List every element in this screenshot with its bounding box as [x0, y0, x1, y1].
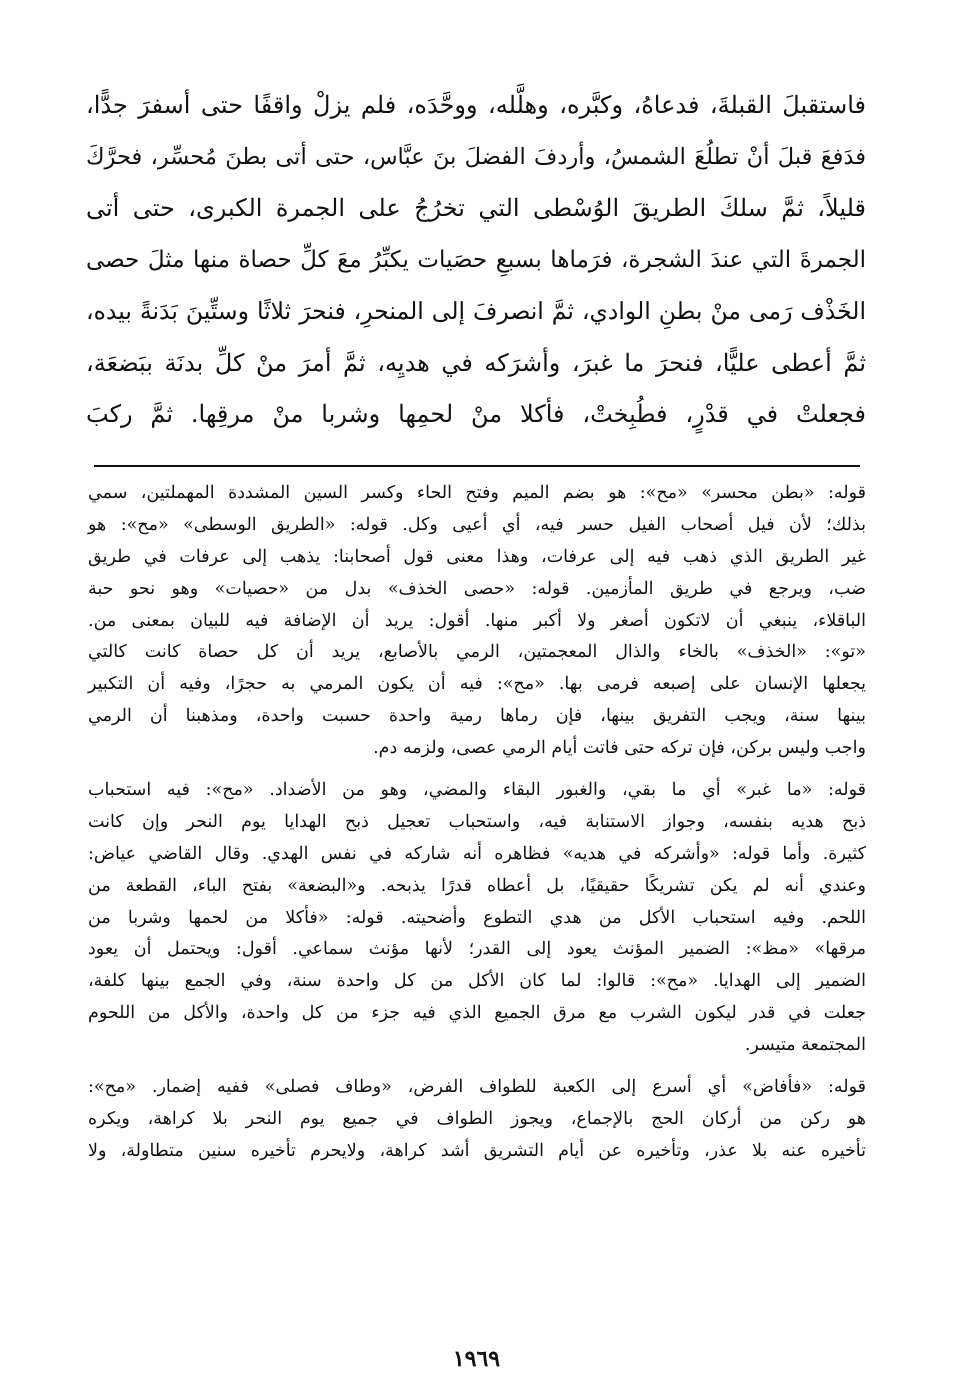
note-line: «تو»: «الخذف» بالخاء والذال المعجمتين، الرمي بالأصابع، يريد أن كل حصاة كانت كالتي [88, 642, 866, 663]
note-line: كثيرة. وأما قوله: «وأشركه في هديه» فظاهره أنه شاركه في نفس الهدي. وقال القاضي عياض: [88, 843, 866, 864]
note-line: قوله: «بطن محسر» «مح»: هو بضم الميم وفتح الحاء وكسر السين المشددة المهملتين، سمي [88, 483, 866, 503]
note-line: جعلت في قدر ليكون الشرب مع مرق الجميع الذي فيه جزء من كل واحدة، والأكل من اللحوم [88, 1003, 866, 1024]
section-divider [94, 465, 860, 467]
hadith-line: فاستقبلَ القبلةَ، فدعاهُ، وكبَّره، وهلَّله، ووحَّدَه، فلم يزلْ واقفًا حتى أسفرَ جدًّا، [86, 91, 866, 119]
note-line: تأخيره عنه بلا عذر، وتأخيره عن أيام التشريق أشد كراهة، ولايحرم تأخيره سنين متطاولة، ولا [88, 1140, 866, 1161]
note-line: ذبح هديه بنفسه، وجواز الاستنابة فيه، واستحباب تعجيل ذبح الهدايا يوم النحر وإن كانت [88, 811, 866, 832]
note-line: ضب، ويرجع في طريق المأزمين. قوله: «حصى الخذف» بدل من «حصيات» وهو نحو حبة [88, 578, 866, 599]
commentary-paragraph-2 [88, 775, 866, 1062]
note-line: اللحم. وفيه استحباب الأكل من هدي التطوع وأضحيته. قوله: «فأكلا من لحمها وشربا من [88, 907, 866, 928]
paragraph-gap [88, 1062, 866, 1072]
note-line: يجعلها الإنسان على إصبعه فرمى بها. «مح»: فيه أن يكون المرمي به حجرًا، وفيه أن التكبير [88, 674, 866, 695]
commentary-paragraph-3 [88, 1072, 866, 1168]
note-line: المجتمعة متيسر. [744, 1035, 866, 1056]
hadith-text [86, 80, 866, 441]
note-line: بذلك؛ لأن فيل أصحاب الفيل حسر فيه، أي أعيى وكل. قوله: «الطريق الوسطى» «مح»: هو [88, 514, 866, 535]
commentary-notes [88, 478, 866, 1168]
note-line: هو ركن من أركان الحج بالإجماع، ويجوز الطواف في جميع يوم النحر بلا كراهة، ويكره [88, 1108, 866, 1129]
note-line: واجب وليس بركن، فإن تركه حتى فاتت أيام الرمي عصى، ولزمه دم. [373, 738, 866, 759]
note-line: قوله: «ما غبر» أي ما بقي، والغبور البقاء والمضي، وهو من الأضداد. «مح»: فيه استحباب [88, 780, 866, 801]
hadith-line: فدَفعَ قبلَ أنْ تطلُعَ الشمسُ، وأردفَ الفضلَ بنَ عبَّاس، حتى أتى بطنَ مُحسِّر، فحرَّكَ [86, 143, 866, 170]
note-line: الضمير إلى الهدايا. «مح»: قالوا: لما كان الأكل من كل واحدة سنة، وفي الجمع بينها كلفة، [88, 971, 866, 992]
hadith-line: ثمَّ أعطى عليًّا، فنحرَ ما غبرَ، وأشرَكه في هديِه، ثمَّ أمرَ منْ كلِّ بدنَة ببَضعَة، [86, 348, 866, 377]
paragraph-gap [88, 765, 866, 775]
note-line: غير الطريق الذي ذهب فيه إلى عرفات، وهذا معنى قول أصحابنا: يذهب إلى عرفات في طريق [88, 546, 866, 567]
note-line: وعندي أنه لم يكن تشريكًا حقيقيًا، بل أعطاه قدرًا يذبحه. و«البضعة» بفتح الباء، القطعة من [88, 875, 866, 896]
hadith-line: فجعلتْ في قدْرٍ، فطُبِختْ، فأكلا منْ لحمِها وشربا منْ مرقِها. ثمَّ ركبَ [86, 400, 866, 428]
page-number: ١٩٦٩ [452, 1346, 501, 1372]
hadith-line: الخَذْف رَمى منْ بطنِ الوادي، ثمَّ انصرفَ إلى المنحرِ، فنحرَ ثلاثًا وستِّينَ بَدَنةً بيده، [86, 297, 866, 325]
note-line: الباقلاء، ينبغي أن لاتكون أصغر ولا أكبر منها. أقول: يريد أن الإضافة فيه للبيان بمعنى من. [88, 610, 866, 631]
note-line: مرقها» «مظ»: الضمير المؤنث يعود إلى القدر؛ لأنها مؤنث سماعي. أقول: ويحتمل أن يعود [88, 939, 866, 960]
hadith-line: الجمرةَ التي عندَ الشجرة، فرَماها بسبعِ حصَيات يكبِّرُ معَ كلِّ حصاة منها مثلَ حصى [86, 246, 866, 273]
commentary-paragraph-1 [88, 478, 866, 765]
note-line: قوله: «فأفاض» أي أسرع إلى الكعبة للطواف الفرض، «وطاف فصلى» ففيه إضمار. «مح»: [88, 1077, 866, 1098]
hadith-line: قليلاً، ثمَّ سلكَ الطريقَ الوُسْطى التي تخرُجُ على الجمرة الكبرى، حتى أتى [86, 194, 866, 222]
note-line: بينها سنة، ويجب التفريق بينها، فإن رماها رمية واحدة حسبت واحدة، ومذهبنا أن الرمي [88, 706, 866, 727]
